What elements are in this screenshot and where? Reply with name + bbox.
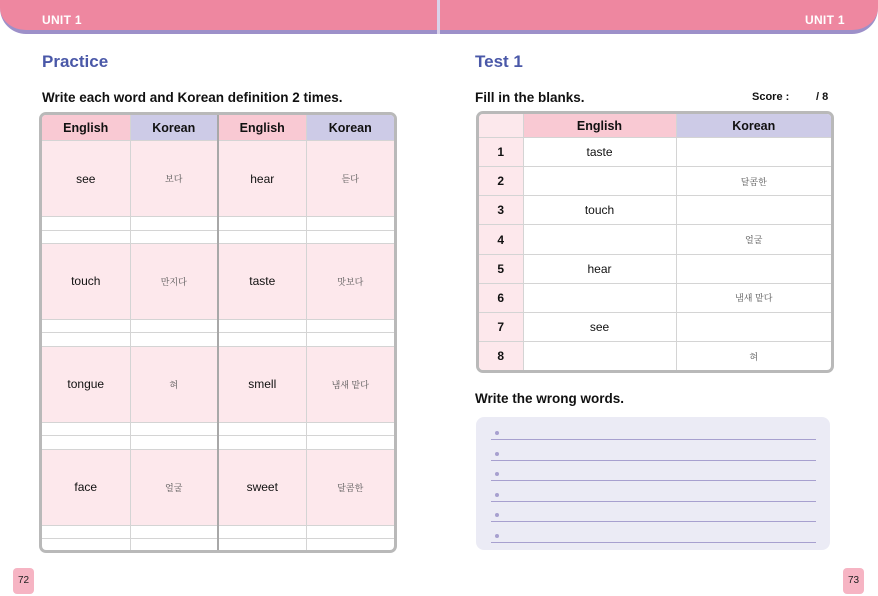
bullet-dot xyxy=(495,431,499,435)
test-row xyxy=(479,138,831,167)
wrong-words-box xyxy=(476,417,830,550)
score-label: Score : xyxy=(752,91,790,103)
row-number-cell: 8 xyxy=(479,342,523,370)
korean-cell[interactable] xyxy=(306,230,394,243)
english-cell: touch xyxy=(42,243,130,319)
korean-cell[interactable] xyxy=(130,230,218,243)
row-number-cell: 7 xyxy=(479,312,523,341)
korean-cell[interactable] xyxy=(676,254,831,283)
bullet-dot xyxy=(495,493,499,497)
english-cell: hear xyxy=(218,141,306,217)
header-korean: Korean xyxy=(676,114,831,138)
english-cell: touch xyxy=(523,196,676,225)
english-cell[interactable] xyxy=(218,320,306,333)
korean-cell: 듣다 xyxy=(306,141,394,217)
korean-cell[interactable] xyxy=(130,333,218,346)
english-cell[interactable] xyxy=(218,217,306,230)
test-table xyxy=(476,111,834,373)
english-cell: face xyxy=(42,449,130,525)
korean-cell[interactable] xyxy=(676,196,831,225)
korean-cell[interactable] xyxy=(130,436,218,449)
english-cell: tongue xyxy=(42,346,130,422)
english-cell[interactable] xyxy=(42,217,130,230)
header-korean-2: Korean xyxy=(306,115,394,141)
korean-cell: 달콤한 xyxy=(676,167,831,196)
header-number xyxy=(479,114,523,138)
korean-cell: 냄새 맡다 xyxy=(676,283,831,312)
korean-cell: 보다 xyxy=(130,141,218,217)
header-english-1: English xyxy=(42,115,130,141)
practice-table xyxy=(39,112,397,553)
english-cell[interactable] xyxy=(523,342,676,370)
row-number-cell: 4 xyxy=(479,225,523,254)
left-page-number: 72 xyxy=(13,568,34,594)
korean-cell[interactable] xyxy=(130,525,218,538)
practice-row xyxy=(42,230,394,243)
english-cell[interactable] xyxy=(42,320,130,333)
row-number-cell: 5 xyxy=(479,254,523,283)
english-cell: hear xyxy=(523,254,676,283)
english-cell[interactable] xyxy=(218,539,306,550)
test-instruction: Fill in the blanks. xyxy=(475,90,585,105)
korean-cell[interactable] xyxy=(676,312,831,341)
row-number-cell: 2 xyxy=(479,167,523,196)
korean-cell[interactable] xyxy=(306,333,394,346)
korean-cell[interactable] xyxy=(130,320,218,333)
wrong-words-title: Write the wrong words. xyxy=(475,391,625,406)
practice-row xyxy=(42,141,394,217)
korean-cell[interactable] xyxy=(130,422,218,435)
english-cell[interactable] xyxy=(42,230,130,243)
practice-row xyxy=(42,525,394,538)
english-cell: taste xyxy=(218,243,306,319)
english-cell[interactable] xyxy=(42,333,130,346)
english-cell[interactable] xyxy=(218,230,306,243)
practice-row xyxy=(42,243,394,319)
row-number-cell: 1 xyxy=(479,138,523,167)
practice-row xyxy=(42,346,394,422)
test-row xyxy=(479,312,831,341)
bullet-dot xyxy=(495,452,499,456)
test-row xyxy=(479,167,831,196)
english-cell: see xyxy=(42,141,130,217)
korean-cell[interactable] xyxy=(306,539,394,550)
writing-line[interactable] xyxy=(491,501,816,502)
bullet-dot xyxy=(495,513,499,517)
english-cell[interactable] xyxy=(218,333,306,346)
test-row xyxy=(479,342,831,370)
practice-row xyxy=(42,422,394,435)
left-unit-label: UNIT 1 xyxy=(42,13,82,27)
korean-cell: 얼굴 xyxy=(676,225,831,254)
writing-line[interactable] xyxy=(491,439,816,440)
test-title: Test 1 xyxy=(475,52,523,71)
practice-instruction: Write each word and Korean definition 2 times. xyxy=(42,90,343,105)
practice-row xyxy=(42,217,394,230)
english-cell[interactable] xyxy=(218,436,306,449)
english-cell: taste xyxy=(523,138,676,167)
korean-cell[interactable] xyxy=(676,138,831,167)
header-english-2: English xyxy=(218,115,306,141)
bullet-dot xyxy=(495,472,499,476)
practice-header-row xyxy=(42,115,394,141)
english-cell[interactable] xyxy=(42,525,130,538)
korean-cell[interactable] xyxy=(130,217,218,230)
writing-line[interactable] xyxy=(491,460,816,461)
english-cell[interactable] xyxy=(218,422,306,435)
english-cell[interactable] xyxy=(523,225,676,254)
korean-cell[interactable] xyxy=(306,320,394,333)
row-number-cell: 3 xyxy=(479,196,523,225)
header-english: English xyxy=(523,114,676,138)
writing-line[interactable] xyxy=(491,542,816,543)
writing-line[interactable] xyxy=(491,480,816,481)
korean-cell: 혀 xyxy=(676,342,831,370)
practice-row xyxy=(42,320,394,333)
english-cell[interactable] xyxy=(42,539,130,550)
test-row xyxy=(479,196,831,225)
korean-cell: 얼굴 xyxy=(130,449,218,525)
test-row xyxy=(479,225,831,254)
english-cell[interactable] xyxy=(42,436,130,449)
practice-row xyxy=(42,449,394,525)
english-cell: see xyxy=(523,312,676,341)
test-row xyxy=(479,283,831,312)
english-cell[interactable] xyxy=(523,167,676,196)
korean-cell[interactable] xyxy=(306,217,394,230)
korean-cell[interactable] xyxy=(130,539,218,550)
korean-cell[interactable] xyxy=(306,525,394,538)
practice-row xyxy=(42,436,394,449)
score-total: / 8 xyxy=(816,91,829,103)
test-header-row xyxy=(479,114,831,138)
korean-cell: 혀 xyxy=(130,346,218,422)
writing-line[interactable] xyxy=(491,521,816,522)
english-cell[interactable] xyxy=(218,525,306,538)
korean-cell[interactable] xyxy=(306,436,394,449)
practice-row xyxy=(42,539,394,550)
header-korean-1: Korean xyxy=(130,115,218,141)
book-spine xyxy=(437,0,440,34)
bullet-dot xyxy=(495,534,499,538)
english-cell: smell xyxy=(218,346,306,422)
right-unit-label: UNIT 1 xyxy=(805,13,845,27)
english-cell: sweet xyxy=(218,449,306,525)
practice-title: Practice xyxy=(42,52,109,71)
practice-row xyxy=(42,333,394,346)
english-cell[interactable] xyxy=(523,283,676,312)
english-cell[interactable] xyxy=(42,422,130,435)
korean-cell: 맛보다 xyxy=(306,243,394,319)
korean-cell[interactable] xyxy=(306,422,394,435)
right-page-number: 73 xyxy=(843,568,864,594)
korean-cell: 달콤한 xyxy=(306,449,394,525)
row-number-cell: 6 xyxy=(479,283,523,312)
korean-cell: 만지다 xyxy=(130,243,218,319)
test-row xyxy=(479,254,831,283)
korean-cell: 냄새 맡다 xyxy=(306,346,394,422)
